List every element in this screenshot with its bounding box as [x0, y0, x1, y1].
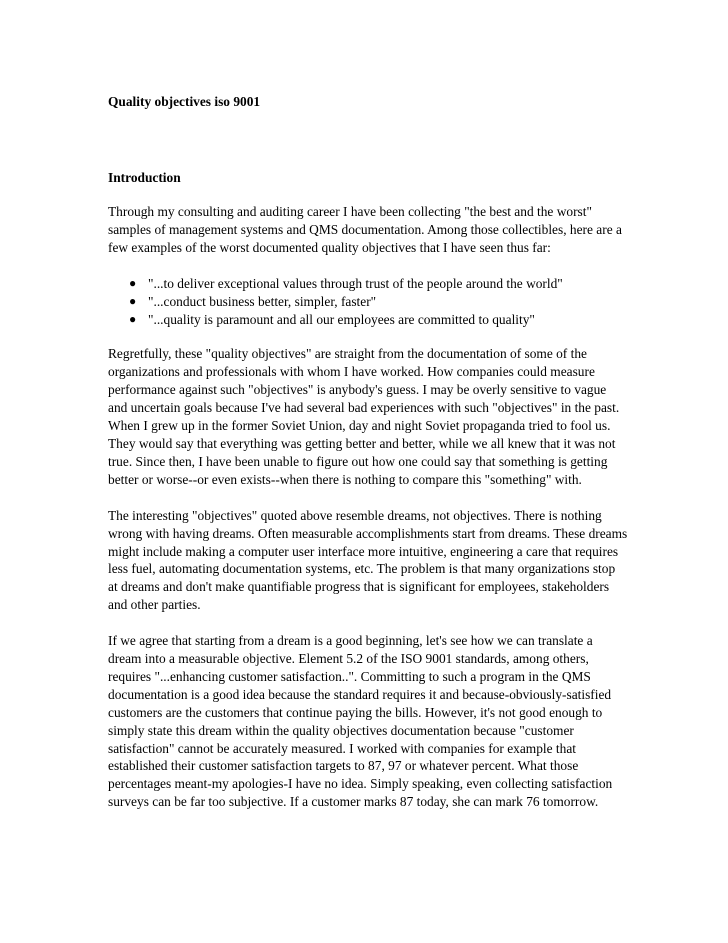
bullet-icon: ● [129, 293, 137, 308]
list-item [108, 275, 628, 293]
bullet-icon: ● [129, 275, 137, 290]
list-item-text: "...to deliver exceptional values through trust of the people around the world" [148, 275, 563, 291]
bullet-list [108, 275, 628, 329]
paragraph-measurable-objective: If we agree that starting from a dream is a good beginning, let's see how we can translate a dream into a measurable objective. Element 5.2 of the ISO 9001 standards, among others, requires "...enhancing customer satisfaction..". Committing to such a program in the QMS documentation is a good idea because the standard requires it and because-obviously-satisfied customers are the customers that continue paying the bills. However, it's not good enough to simply state this dream within the quality objectives documentation because "customer satisfaction" cannot be accurately measured. I worked with companies for example that established their customer satisfaction targets to 87, 97 or whatever percent. What those percentages meant-my apologies-I have no idea. Simply speaking, even collecting satisfaction surveys can be far too subjective. If a customer marks 87 today, she can mark 76 tomorrow. [108, 633, 613, 810]
list-item [108, 293, 628, 311]
section-heading: Introduction [108, 170, 181, 185]
paragraph-dreams: The interesting "objectives" quoted above resemble dreams, not objectives. There is nothing wrong with having dreams. Often measurable accomplishments start from dreams. These dreams might include making a computer user interface more intuitive, engineering a care that requires less fuel, automating documentation systems, etc. The problem is that many organizations stop at dreams and don't make quantifiable progress that is significant for employees, stakeholders and other parties. [108, 507, 628, 613]
paragraph-soviet-propaganda: Regretfully, these "quality objectives" are straight from the documentation of some of the organizations and professionals with whom I have worked. How companies could measure performance against such "objectives" is anybody's guess. I may be overly sensitive to vague and uncertain goals because I've had several bad experiences with such "objectives" in the past. When I grew up in the former Soviet Union, day and night Soviet propaganda tried to fool us. They would say that everything was getting better and better, while we all knew that it was not true. Since then, I have been unable to figure out how one could say that something is getting better or worse--or even exists--when there is nothing to compare this "something" with. [108, 346, 620, 487]
document-body [108, 203, 628, 829]
bullet-icon: ● [129, 311, 137, 326]
list-item-text: "...conduct business better, simpler, faster" [148, 293, 377, 309]
list-item-text: "...quality is paramount and all our employees are committed to quality" [148, 311, 535, 327]
document-title: Quality objectives iso 9001 [108, 94, 261, 109]
intro-paragraph: Through my consulting and auditing career I have been collecting "the best and the worst" samples of management systems and QMS documentation. Among those collectibles, here are a few examples of the worst documented quality objectives that I have seen thus far: [108, 204, 622, 255]
list-item [108, 311, 628, 329]
